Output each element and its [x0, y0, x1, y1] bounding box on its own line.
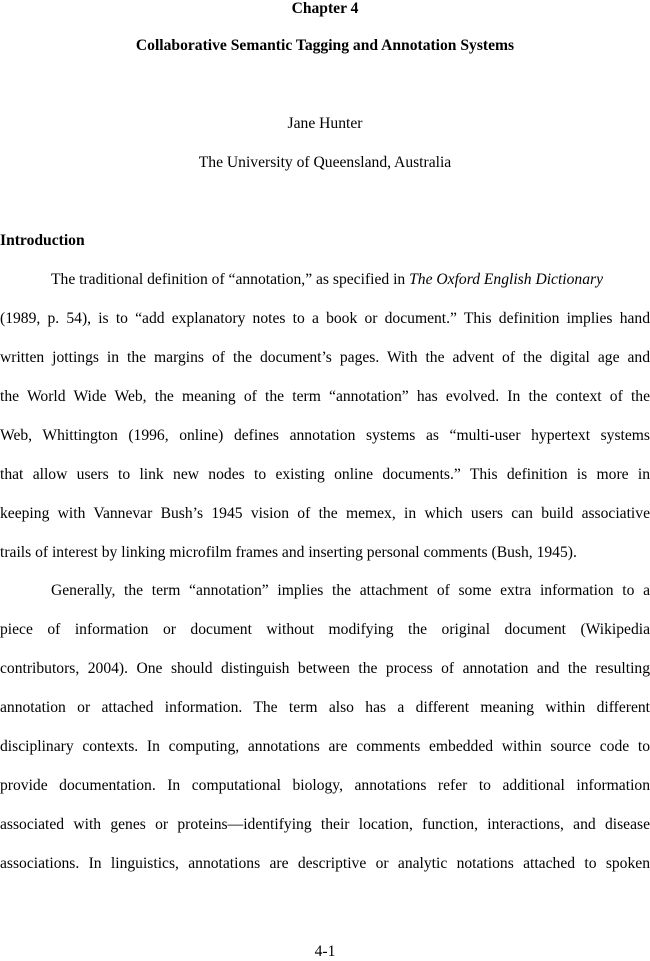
paragraph-line: written jottings in the margins of the document’s pages. With the advent of the digital age and: [0, 349, 650, 366]
paragraph-line: that allow users to link new nodes to existing online documents.” This definition is more in: [0, 466, 650, 483]
paragraph-line: (1989, p. 54), is to “add explanatory notes to a book or document.” This definition implies hand: [0, 310, 650, 327]
author-affiliation: The University of Queensland, Australia: [198, 154, 452, 171]
paragraph-line: provide documentation. In computational biology, annotations refer to additional information: [0, 777, 650, 794]
paragraph-line: keeping with Vannevar Bush’s 1945 vision of the memex, in which users can build associative: [0, 505, 650, 522]
paragraph-line: annotation or attached information. The term also has a different meaning within different: [0, 699, 650, 716]
chapter-title: Collaborative Semantic Tagging and Annotation Systems: [135, 37, 515, 54]
paragraph-line: Web, Whittington (1996, online) defines annotation systems as “multi-user hypertext systems: [0, 427, 650, 444]
paragraph-line: disciplinary contexts. In computing, annotations are comments embedded within source code to: [0, 738, 650, 755]
paragraph-line: associated with genes or proteins—identifying their location, function, interactions, and disease: [0, 816, 650, 833]
paragraph-line: associations. In linguistics, annotations are descriptive or analytic notations attached to spoken: [0, 855, 650, 872]
chapter-label: Chapter 4: [291, 0, 359, 17]
citation-title: The Oxford English Dictionary: [409, 271, 604, 288]
author-name: Jane Hunter: [287, 115, 363, 132]
paragraph-line: the World Wide Web, the meaning of the term “annotation” has evolved. In the context of the: [0, 388, 650, 405]
paragraph-text: The traditional definition of “annotation,” as specified in: [51, 271, 410, 288]
paragraph-line: Generally, the term “annotation” implies the attachment of some extra information to a: [51, 582, 650, 599]
paragraph-line: contributors, 2004). One should distinguish between the process of annotation and the resulting: [0, 660, 650, 677]
paragraph-line: piece of information or document without modifying the original document (Wikipedia: [0, 621, 650, 638]
page-number: 4-1: [314, 943, 336, 960]
paragraph-line: trails of interest by linking microfilm frames and inserting personal comments (Bush, 1945).: [0, 544, 577, 561]
paragraph-line: [51, 271, 603, 289]
section-heading: Introduction: [0, 232, 85, 249]
